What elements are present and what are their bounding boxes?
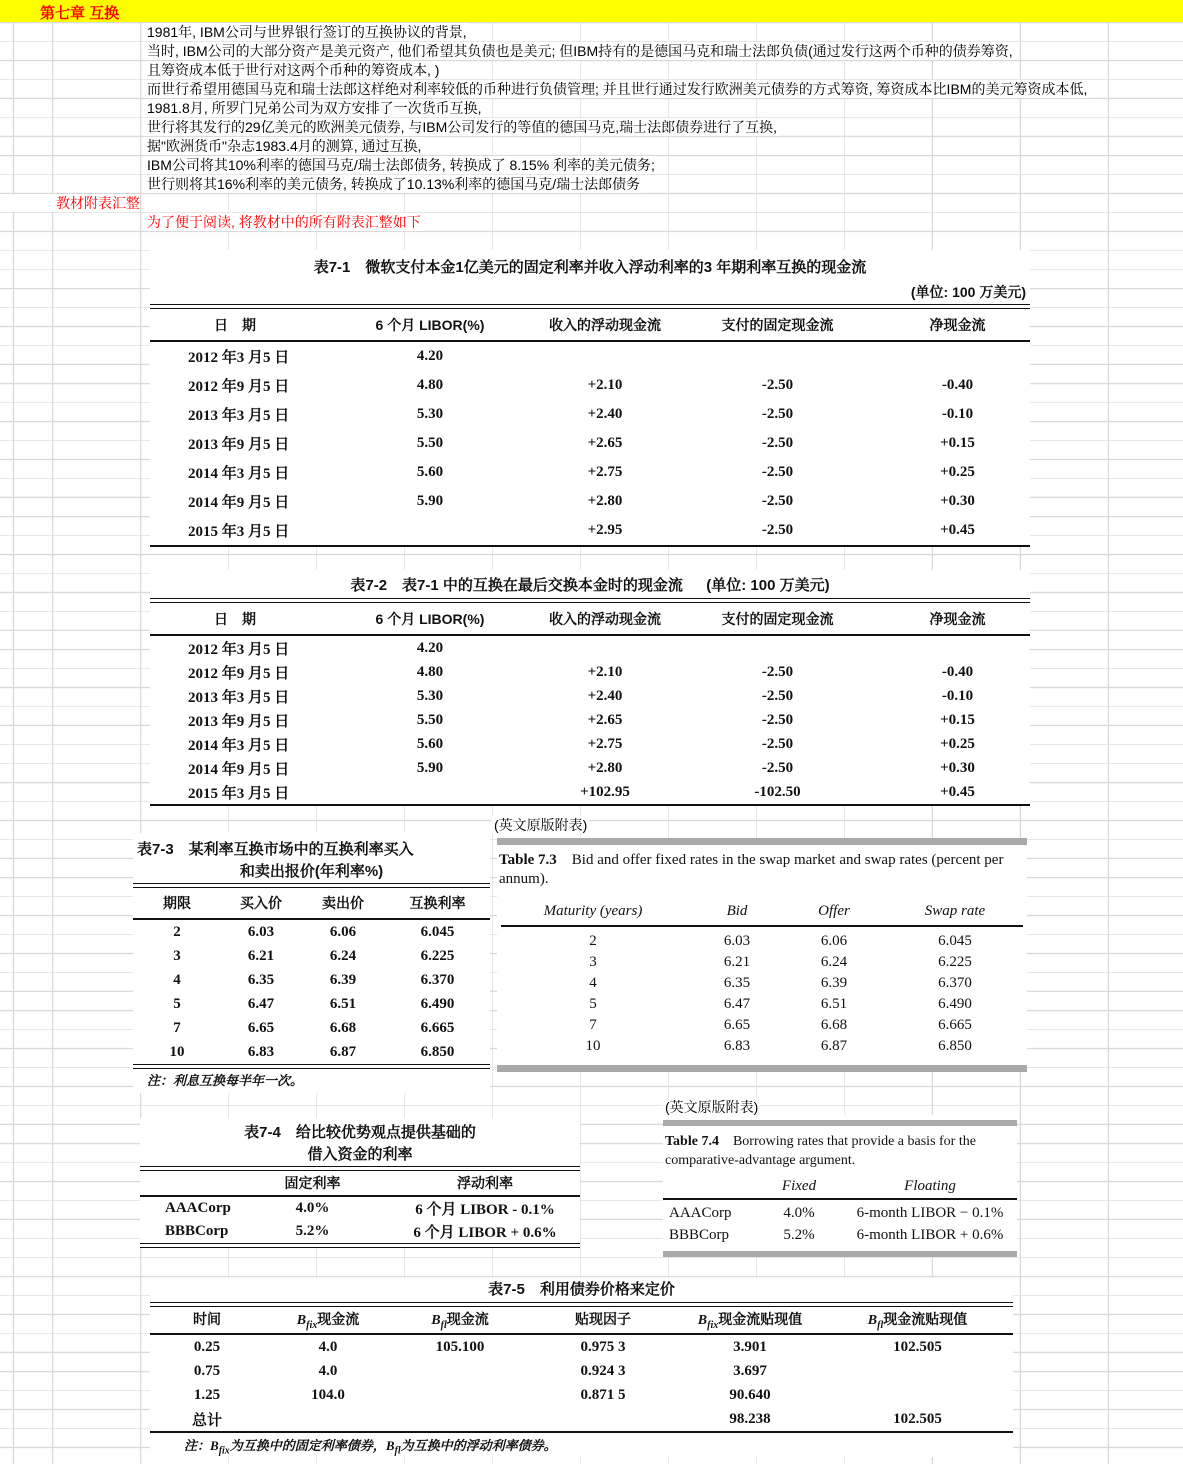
table-7-3-en-body [497, 927, 1027, 1057]
column-header: Floating [904, 1177, 956, 1194]
table-cell: 5.60 [416, 735, 444, 752]
table-7-1 [150, 250, 1030, 547]
table-cell: +2.40 [587, 406, 623, 422]
table-cell: -0.10 [941, 687, 974, 704]
table-row [497, 994, 1027, 1015]
table-cell: 0.975 3 [580, 1338, 626, 1355]
table-cell: 2012 年9 月5 日 [188, 665, 290, 682]
table-row [150, 684, 1030, 708]
table-7-3-cn [133, 833, 490, 1093]
table-cell: 5.30 [416, 406, 444, 422]
sheet-title-row [0, 0, 1183, 22]
table-cell: 6.51 [820, 996, 848, 1012]
table-cell: 6.490 [420, 995, 455, 1012]
table-cell: 3.901 [733, 1338, 767, 1355]
table-cell: 6.47 [247, 995, 275, 1012]
table-cell: -0.40 [941, 663, 974, 680]
table-row [150, 429, 1030, 458]
table-7-2-header-row [150, 603, 1030, 634]
table-cell: 0.25 [193, 1338, 221, 1355]
table-cell: -0.10 [941, 406, 974, 422]
table-cell: 6.03 [723, 933, 751, 949]
table-7-3-cn-note: 注：利息互换每半年一次。 [147, 1073, 304, 1088]
table-cell: 102.505 [893, 1338, 942, 1355]
table-row [150, 732, 1030, 756]
table-row [497, 952, 1027, 973]
table-cell: 10 [169, 1043, 185, 1060]
table-cell: +0.45 [940, 783, 975, 800]
table-cell: 102.505 [893, 1410, 942, 1427]
table-cell: 5 [173, 995, 181, 1012]
table-cell: +2.80 [587, 759, 623, 776]
table-cell: 90.640 [729, 1386, 771, 1403]
sheet-text-line: 世行则将其16%利率的美元债务, 转换成了10.13%利率的德国马克/瑞士法郎债务 [147, 176, 641, 192]
table-cell: 5.50 [416, 711, 444, 728]
column-header: 日 期 [214, 610, 256, 627]
table-cell: 7 [589, 1017, 597, 1033]
table-row [133, 1040, 490, 1064]
table-cell: 6.665 [938, 1017, 972, 1033]
table-cell: 10 [585, 1038, 601, 1054]
table-cell: -2.50 [761, 493, 794, 509]
sheet-text-line: 1981年, IBM公司与世界银行签订的互换协议的背景, [147, 24, 467, 40]
chapter-title: 第七章 互换 [40, 5, 120, 22]
table-cell: 6.21 [247, 947, 275, 964]
table-cell: 5.60 [416, 464, 444, 480]
table-cell: 5 [589, 996, 597, 1012]
column-header: $B_{fix}$现金流贴现值 [697, 1311, 803, 1331]
table-cell: 6 个月 LIBOR + 0.6% [413, 1225, 557, 1241]
table-row [150, 1383, 1013, 1407]
table-cell: 6-month LIBOR + 0.6% [856, 1226, 1004, 1243]
table-cell: 3 [173, 947, 181, 964]
table-7-1-body [150, 342, 1030, 545]
table-row [497, 1036, 1027, 1057]
table-cell: 5.90 [416, 759, 444, 776]
english-table-label-1: (英文原版附表) [494, 817, 588, 833]
table-cell: 2014 年9 月5 日 [188, 761, 290, 778]
table-cell: 6.850 [938, 1038, 972, 1054]
column-header: 贴现因子 [575, 1311, 631, 1328]
table-7-4-cn [140, 1118, 580, 1248]
sheet-text-line: 当时, IBM公司的大部分资产是美元资产, 他们希望其负债也是美元; 但IBM持有的是德国马克和瑞士法郎负债(通过发行这两个币种的债券筹资, [147, 43, 1013, 59]
table-cell: -2.50 [761, 435, 794, 451]
table-cell: 6.39 [820, 975, 848, 991]
table-7-3-cn-body [133, 920, 490, 1064]
column-header: 6 个月 LIBOR(%) [375, 610, 485, 627]
english-table-label-2: (英文原版附表) [665, 1099, 759, 1115]
table-cell: 6.225 [938, 954, 972, 970]
table-cell: 6.24 [329, 947, 357, 964]
table-row [133, 992, 490, 1016]
sheet-text-line: IBM公司将其10%利率的德国马克/瑞士法郎债务, 转换成了 8.15% 利率的美元债务; [147, 157, 655, 173]
table-cell: -2.50 [761, 687, 794, 704]
table-row [663, 1202, 1017, 1224]
table-cell: 6-month LIBOR − 0.1% [856, 1204, 1004, 1221]
table-cell: 4 [589, 975, 597, 991]
table-cell: 总计 [191, 1412, 222, 1429]
table-cell: +2.65 [587, 711, 623, 728]
table-cell: 4.20 [416, 639, 444, 656]
table-cell: 4.80 [416, 377, 444, 393]
table-cell: +0.25 [940, 464, 975, 480]
table-cell: +0.30 [940, 759, 975, 776]
table-cell: 2015 年3 月5 日 [188, 524, 290, 540]
table-cell: 3.697 [733, 1362, 767, 1379]
table-cell: 6.665 [420, 1019, 455, 1036]
table-cell: 6.225 [420, 947, 455, 964]
table-cell: 2012 年3 月5 日 [188, 350, 290, 366]
sheet-text-line: 世行将其发行的29亿美元的欧洲美元债券, 与IBM公司发行的等值的德国马克,瑞士法郎债券进行了互换, [147, 119, 778, 135]
table-cell: +2.10 [587, 377, 623, 393]
table-cell: +0.15 [940, 711, 975, 728]
table-row [150, 487, 1030, 516]
column-header: 收入的浮动现金流 [549, 610, 661, 627]
table-cell: 6.370 [420, 971, 455, 988]
table-row [133, 920, 490, 944]
table-cell: 2013 年9 月5 日 [188, 437, 290, 453]
table-cell: 2013 年3 月5 日 [188, 689, 290, 706]
table-cell: 6.39 [329, 971, 357, 988]
table-7-3-en [497, 838, 1027, 1072]
tables-intro-note: 为了便于阅读, 将教材中的所有附表汇整如下 [147, 214, 421, 230]
table-7-3-en-header-row [497, 897, 1027, 925]
table-cell: 98.238 [729, 1410, 771, 1427]
column-header: 6 个月 LIBOR(%) [375, 316, 485, 333]
table-cell: AAACorp [165, 1200, 231, 1216]
column-header: 浮动利率 [457, 1175, 513, 1191]
table-cell: +2.80 [587, 493, 623, 509]
rule [140, 1243, 580, 1248]
table-cell: 6.490 [938, 996, 972, 1012]
column-header: 支付的固定现金流 [721, 610, 834, 627]
table-7-3-title-line2: 和卖出报价(年利率%) [239, 863, 384, 880]
table-7-4-cn-header-row [140, 1171, 580, 1195]
column-header: 净现金流 [929, 316, 986, 333]
table-row [140, 1220, 580, 1243]
table-cell: 2013 年3 月5 日 [188, 408, 290, 424]
sheet-text-line: 据"欧洲货币"杂志1983.4月的测算, 通过互换, [147, 138, 422, 154]
table-7-3-title-line1: 表7-3 某利率互换市场中的互换利率买入 [137, 841, 414, 858]
column-header: 互换利率 [409, 895, 466, 911]
table-7-1-unit: (单位: 100 万美元) [910, 284, 1026, 300]
table-7-5-header-row [150, 1307, 1013, 1333]
table-row [133, 944, 490, 968]
table-cell: 2014 年9 月5 日 [188, 495, 290, 511]
sheet-text-line: 而世行希望用德国马克和瑞士法郎这样绝对利率较低的币种进行负债管理; 并且世行通过发行欧洲美元债券的方式筹资, 筹资成本比IBM的美元筹资成本低, [147, 81, 1088, 97]
table-cell: 6.68 [820, 1017, 848, 1033]
table-7-4-title-line1: 表7-4 给比较优势观点提供基础的 [244, 1124, 476, 1141]
table-cell: 6.51 [329, 995, 357, 1012]
table-row [497, 1015, 1027, 1036]
table-cell: 4.0% [295, 1200, 330, 1216]
table-cell: 2012 年9 月5 日 [188, 379, 290, 395]
table-cell: 5.90 [416, 493, 444, 509]
table-cell: 0.75 [193, 1362, 221, 1379]
table-cell: 4.20 [416, 348, 444, 364]
table-row [133, 968, 490, 992]
table-cell: 6.83 [723, 1038, 751, 1054]
table-row [140, 1197, 580, 1220]
table-cell: 5.2% [783, 1226, 815, 1243]
table-cell: 6.83 [247, 1043, 275, 1060]
table-row [150, 342, 1030, 371]
table-cell: 6.06 [820, 933, 848, 949]
table-row [150, 756, 1030, 780]
table-7-5-note: 注：$B_{fix}$为互换中的固定利率债券，$B_{fl}$为互换中的浮动利率债券。 [184, 1438, 557, 1457]
table-cell: +0.45 [940, 522, 975, 538]
table-cell: 4.80 [416, 663, 444, 680]
table-cell: 4.0 [318, 1362, 338, 1379]
table-cell: +2.75 [587, 464, 623, 480]
table-cell: 6.24 [820, 954, 848, 970]
table-7-4-cn-body [140, 1197, 580, 1243]
table-7-2-body [150, 636, 1030, 804]
column-header: 固定利率 [284, 1175, 341, 1191]
table-cell: 6.21 [723, 954, 751, 970]
table-cell: +2.95 [587, 522, 623, 538]
gray-bar [663, 1251, 1017, 1257]
table-cell: -2.50 [761, 406, 794, 422]
table-title-text: Bid and offer fixed rates in the swap market and swap rates (percent per annum). [499, 852, 1004, 887]
table-cell: +2.40 [587, 687, 623, 704]
column-header: 净现金流 [929, 610, 986, 627]
table-cell: 1.25 [193, 1386, 221, 1403]
table-7-4-en-title [663, 1126, 1017, 1174]
table-cell: 0.871 5 [580, 1386, 626, 1403]
table-cell: 105.100 [435, 1338, 485, 1355]
column-header: Bid [726, 902, 748, 919]
table-cell: BBBCorp [669, 1226, 730, 1243]
table-cell: +2.75 [587, 735, 623, 752]
table-row [150, 458, 1030, 487]
rule [150, 804, 1030, 806]
table-cell: 6.65 [247, 1019, 275, 1036]
table-row [150, 400, 1030, 429]
table-cell: -2.50 [761, 759, 794, 776]
table-title-text: Borrowing rates that provide a basis for the comparative-advantage argument. [665, 1134, 976, 1168]
table-7-4-en-body [663, 1200, 1017, 1246]
table-cell: 2015 年3 月5 日 [188, 785, 290, 802]
sheet-text-line: 且筹资成本低于世行对这两个币种的筹资成本, ) [147, 62, 440, 78]
table-cell: 3 [589, 954, 597, 970]
table-7-5-title: 表7-5 利用债券价格来定价 [488, 1281, 675, 1298]
table-7-4-title-line2: 借入资金的利率 [307, 1146, 413, 1163]
table-cell: 104.0 [311, 1386, 345, 1403]
sheet-text-line: 1981.8月, 所罗门兄弟公司为双方安排了一次货币互换, [147, 100, 482, 116]
table-cell: 7 [173, 1019, 181, 1036]
table-row [150, 1335, 1013, 1359]
table-cell: 6.045 [420, 923, 455, 940]
table-cell: 6.370 [938, 975, 972, 991]
table-row [663, 1224, 1017, 1246]
table-cell: 2013 年9 月5 日 [188, 713, 290, 730]
intro-text-block [145, 23, 1089, 194]
table-7-3-cn-header-row [133, 888, 490, 918]
table-cell: +2.10 [587, 663, 623, 680]
column-header: 日 期 [214, 316, 256, 333]
rule [150, 545, 1030, 547]
column-header: Maturity (years) [543, 902, 643, 919]
table-cell: 2014 年3 月5 日 [188, 737, 290, 754]
table-cell: 6.68 [329, 1019, 357, 1036]
column-header: 收入的浮动现金流 [549, 316, 661, 333]
table-cell: 2012 年3 月5 日 [188, 641, 290, 658]
table-cell: 5.50 [416, 435, 444, 451]
table-cell: 4.0% [783, 1204, 815, 1221]
table-7-5-body [150, 1335, 1013, 1431]
table-cell: 6.87 [820, 1038, 848, 1054]
table-cell: 6.65 [723, 1017, 751, 1033]
table-cell: 5.2% [295, 1223, 330, 1239]
table-cell: 2 [589, 933, 597, 949]
table-cell: -2.50 [761, 522, 794, 538]
table-row [497, 973, 1027, 994]
table-row [150, 1407, 1013, 1431]
column-header: 买入价 [240, 895, 282, 911]
table-row [133, 1016, 490, 1040]
gray-bar [497, 1065, 1027, 1072]
table-cell: 4 [173, 971, 181, 988]
table-row [150, 1359, 1013, 1383]
table-row [497, 931, 1027, 952]
table-row [150, 660, 1030, 684]
table-cell: 6.06 [329, 923, 357, 940]
table-cell: 6.35 [723, 975, 751, 991]
table-cell: -2.50 [761, 711, 794, 728]
table-cell: 0.924 3 [580, 1362, 626, 1379]
table-7-2-title-text: 表7-2 表7-1 中的互换在最后交换本金时的现金流 [350, 577, 683, 594]
column-header: Offer [818, 902, 850, 919]
table-cell: +0.30 [940, 493, 975, 509]
table-cell: BBBCorp [165, 1223, 229, 1239]
table-cell: 5.30 [416, 687, 444, 704]
table-cell: -0.40 [941, 377, 974, 393]
table-7-4-en-header-row [663, 1174, 1017, 1198]
table-cell: 6.47 [723, 996, 751, 1012]
table-cell: 6.35 [247, 971, 275, 988]
table-cell: +0.15 [940, 435, 975, 451]
table-cell: 6.87 [329, 1043, 357, 1060]
table-7-5 [150, 1278, 1013, 1457]
table-cell: +0.25 [940, 735, 975, 752]
table-7-4-en [663, 1115, 1017, 1257]
table-row [150, 516, 1030, 545]
table-7-2 [150, 570, 1030, 806]
column-header: 期限 [163, 895, 191, 911]
table-cell: +2.65 [587, 435, 623, 451]
table-row [150, 708, 1030, 732]
column-header: $B_{fix}$现金流 [296, 1311, 360, 1331]
table-7-1-title: 表7-1 微软支付本金1亿美元的固定利率并收入浮动利率的3 年期利率互换的现金流 [313, 259, 867, 276]
table-cell: +102.95 [580, 783, 630, 800]
table-7-2-title [150, 574, 1030, 598]
table-7-3-en-title [497, 845, 1027, 897]
column-header: $B_{fl}$现金流贴现值 [867, 1311, 968, 1331]
table-cell: -2.50 [761, 464, 794, 480]
table-cell: -2.50 [761, 735, 794, 752]
table-cell: 6 个月 LIBOR - 0.1% [415, 1202, 555, 1218]
table-cell: -2.50 [761, 663, 794, 680]
column-header: $B_{fl}$现金流 [431, 1311, 489, 1331]
table-cell: 2 [173, 923, 181, 940]
table-row [150, 371, 1030, 400]
table-cell: 6.850 [420, 1043, 455, 1060]
table-cell: -102.50 [754, 783, 801, 800]
column-header: 时间 [193, 1311, 221, 1328]
table-label: Table 7.3 [499, 852, 557, 868]
column-header: Swap rate [924, 902, 986, 919]
table-7-2-unit: (单位: 100 万美元) [706, 577, 830, 594]
table-row [150, 636, 1030, 660]
table-cell: 2014 年3 月5 日 [188, 466, 290, 482]
gray-bar [497, 838, 1027, 845]
table-cell: 6.03 [247, 923, 275, 940]
table-label: Table 7.4 [665, 1134, 719, 1149]
table-cell: AAACorp [669, 1204, 732, 1221]
table-cell: 6.045 [938, 933, 972, 949]
table-cell: -2.50 [761, 377, 794, 393]
column-header: 卖出价 [322, 895, 364, 911]
column-header: Fixed [781, 1177, 817, 1194]
column-header: 支付的固定现金流 [721, 316, 834, 333]
table-row [150, 780, 1030, 804]
table-7-1-header-row [150, 309, 1030, 340]
side-label: 教材附表汇整 [0, 194, 140, 212]
table-cell: 4.0 [318, 1338, 338, 1355]
